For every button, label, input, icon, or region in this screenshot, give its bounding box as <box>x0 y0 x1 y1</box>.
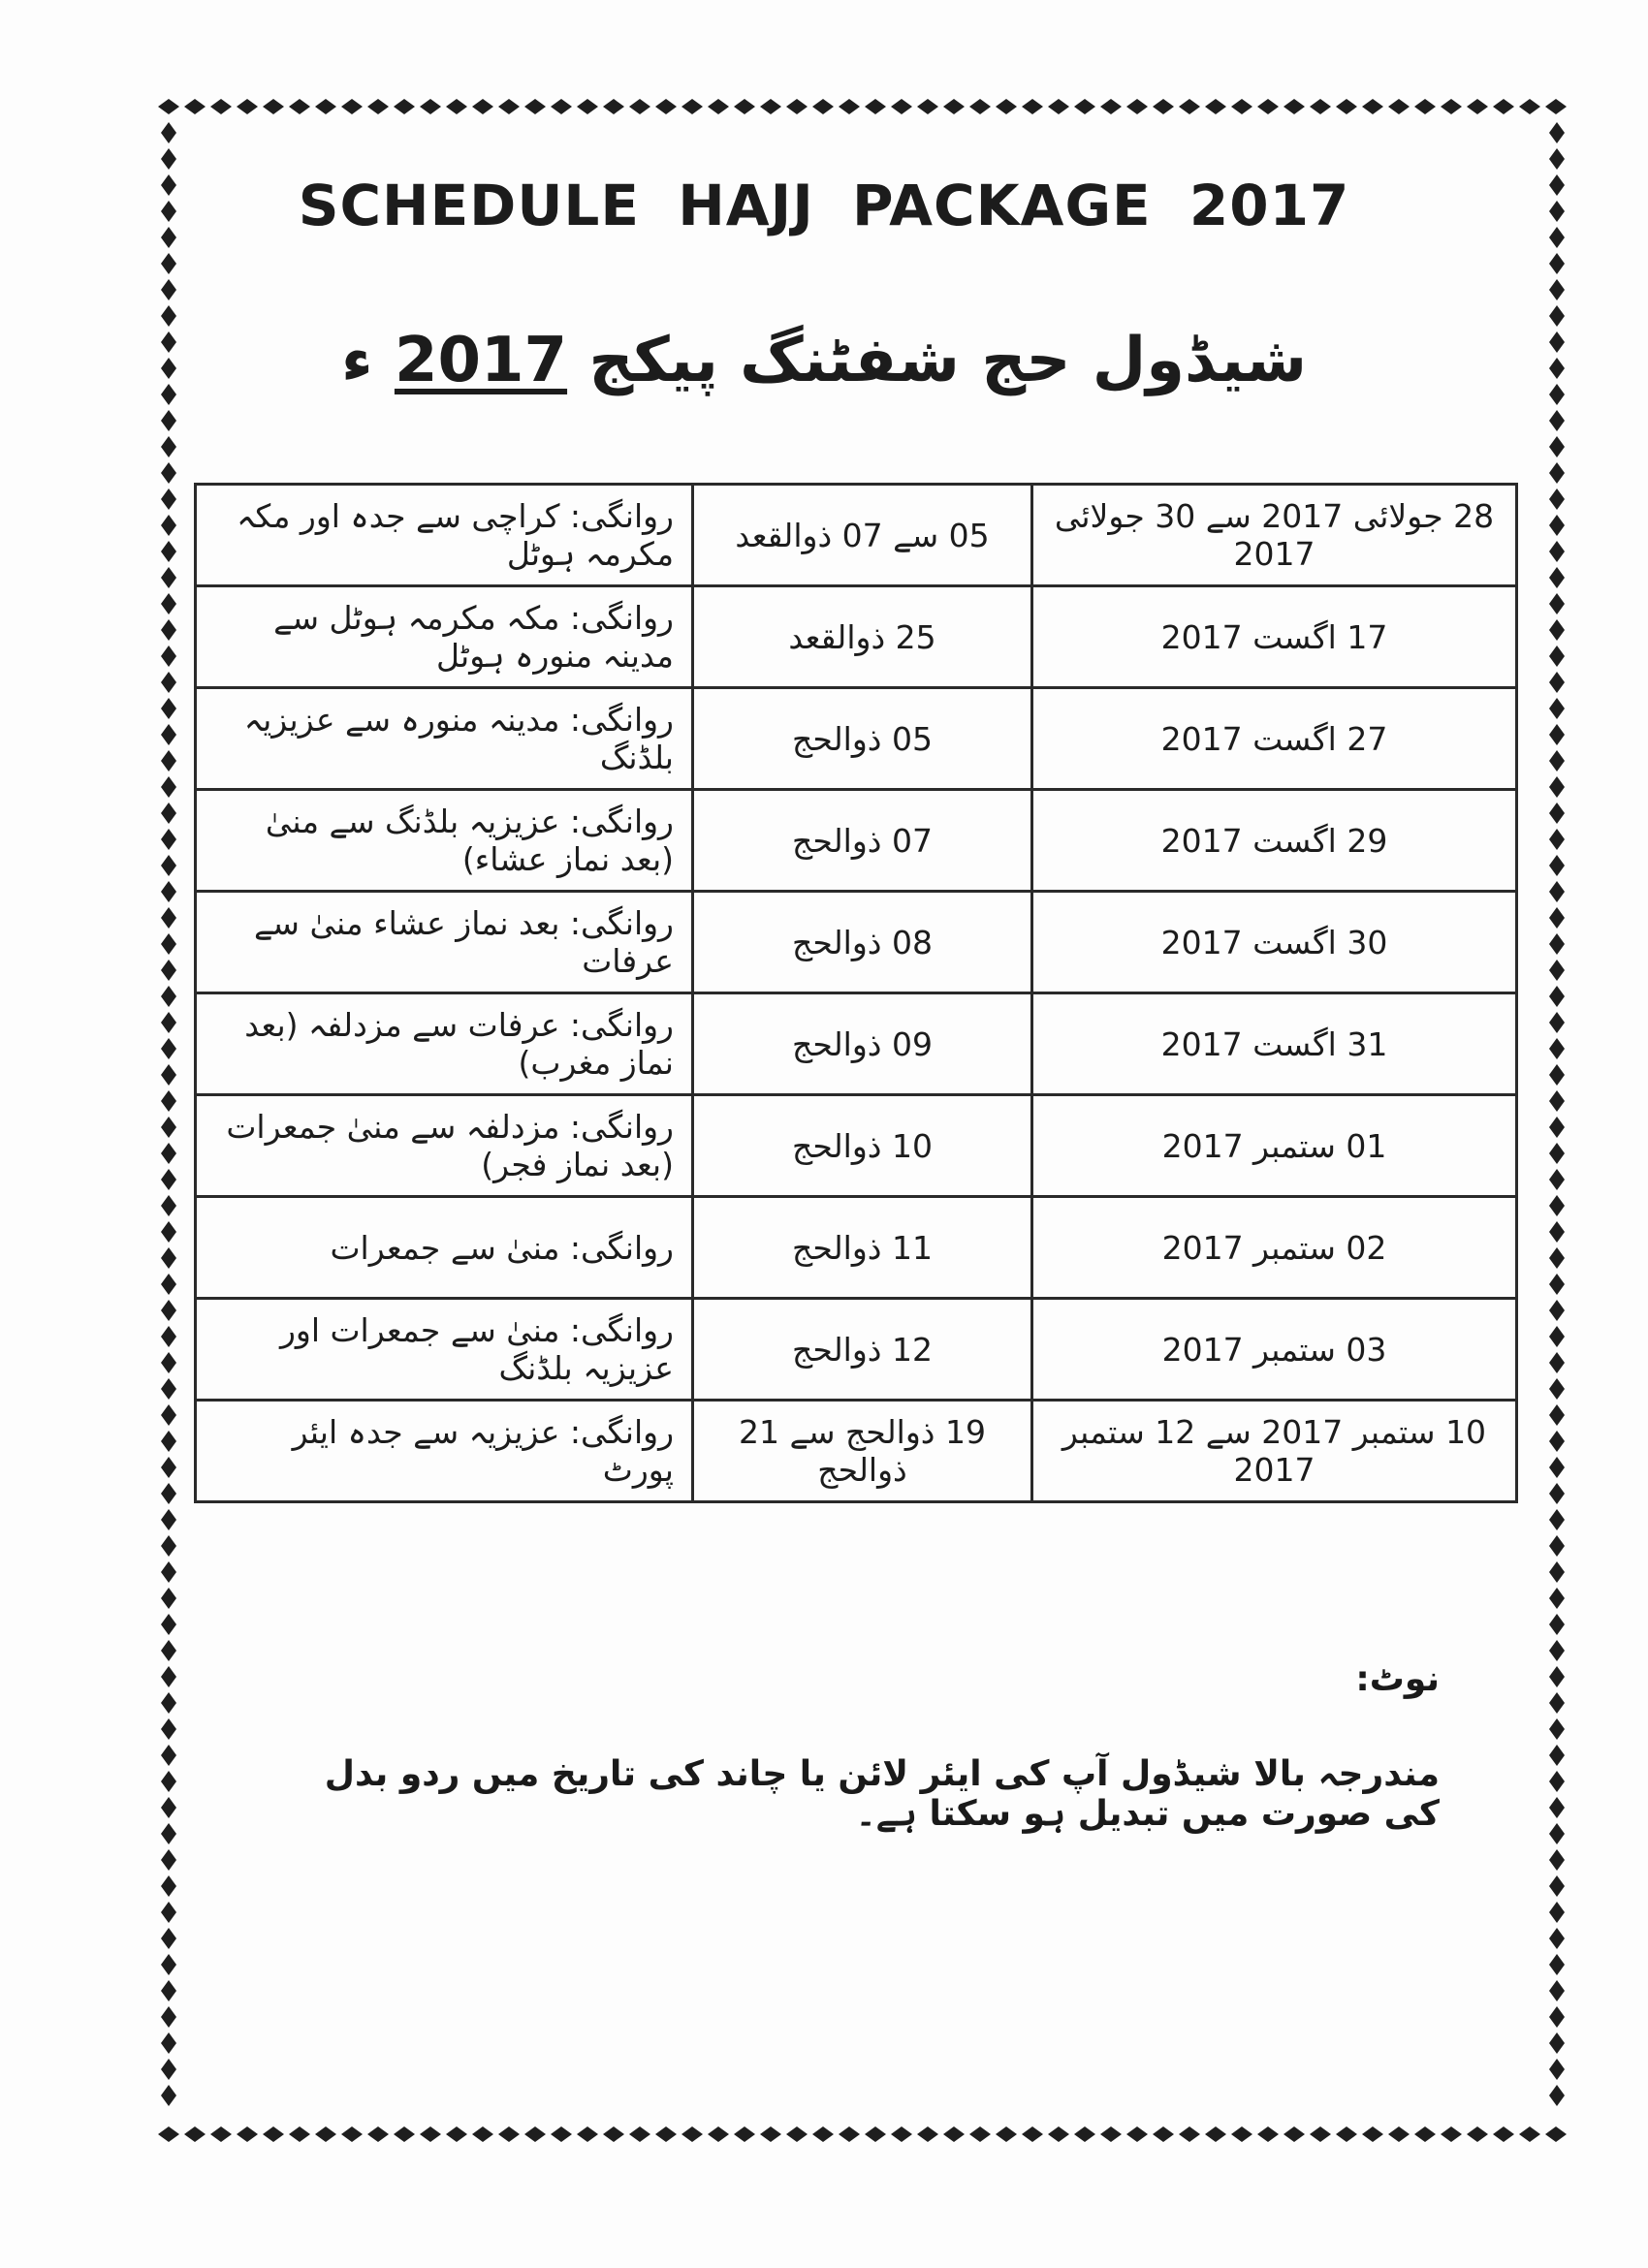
date-cell: 29 اگست 2017 <box>1032 790 1517 892</box>
departure-cell: روانگی: مزدلفہ سے منیٰ جمعرات (بعد نماز فجر) <box>196 1095 693 1197</box>
hijri-date-cell: 09 ذوالحج <box>693 993 1032 1095</box>
date-cell: 03 ستمبر 2017 <box>1032 1299 1517 1401</box>
hijri-date-cell: 08 ذوالحج <box>693 892 1032 993</box>
table-row <box>196 688 1517 790</box>
page-title-urdu-suffix: ء <box>340 325 373 396</box>
date-cell: 31 اگست 2017 <box>1032 993 1517 1095</box>
date-cell: 01 ستمبر 2017 <box>1032 1095 1517 1197</box>
departure-cell: روانگی: مدینہ منورہ سے عزیزیہ بلڈنگ <box>196 688 693 790</box>
hijri-date-cell: 05 سے 07 ذوالقعد <box>693 485 1032 586</box>
hijri-date-cell: 19 ذوالحج سے 21 ذوالحج <box>693 1401 1032 1502</box>
hijri-date-cell: 10 ذوالحج <box>693 1095 1032 1197</box>
date-cell: 10 ستمبر 2017 سے 12 ستمبر 2017 <box>1032 1401 1517 1502</box>
table-row <box>196 1299 1517 1401</box>
table-row <box>196 1095 1517 1197</box>
departure-cell: روانگی: منیٰ سے جمعرات <box>196 1197 693 1299</box>
schedule-table-body <box>196 485 1517 1502</box>
schedule-table <box>194 483 1518 1503</box>
table-row <box>196 892 1517 993</box>
page-title-urdu-year: 2017 <box>394 325 568 396</box>
hijri-date-cell: 25 ذوالقعد <box>693 586 1032 688</box>
table-row <box>196 1401 1517 1502</box>
page-title-urdu <box>0 325 1648 396</box>
departure-cell: روانگی: مکہ مکرمہ ہوٹل سے مدینہ منورہ ہوٹل <box>196 586 693 688</box>
table-row <box>196 790 1517 892</box>
table-row <box>196 485 1517 586</box>
hijri-date-cell: 05 ذوالحج <box>693 688 1032 790</box>
note-label: نوٹ: <box>1355 1659 1440 1699</box>
table-row <box>196 993 1517 1095</box>
departure-cell: روانگی: منیٰ سے جمعرات اور عزیزیہ بلڈنگ <box>196 1299 693 1401</box>
hijri-date-cell: 11 ذوالحج <box>693 1197 1032 1299</box>
table-row <box>196 1197 1517 1299</box>
date-cell: 28 جولائی 2017 سے 30 جولائی 2017 <box>1032 485 1517 586</box>
departure-cell: روانگی: عرفات سے مزدلفہ (بعد نماز مغرب) <box>196 993 693 1095</box>
page-title-urdu-text: شیڈول حج شفٹنگ پیکج <box>588 325 1308 396</box>
note-text: مندرجہ بالا شیڈول آپ کی ایئر لائن یا چاند کی تاریخ میں ردو بدل کی صورت میں تبدیل ہو سکتا ہے۔ <box>324 1754 1440 1834</box>
date-cell: 17 اگست 2017 <box>1032 586 1517 688</box>
departure-cell: روانگی: بعد نماز عشاء منیٰ سے عرفات <box>196 892 693 993</box>
date-cell: 27 اگست 2017 <box>1032 688 1517 790</box>
date-cell: 30 اگست 2017 <box>1032 892 1517 993</box>
page-title-english: SCHEDULE HAJJ PACKAGE 2017 <box>298 173 1350 238</box>
hijri-date-cell: 12 ذوالحج <box>693 1299 1032 1401</box>
departure-cell: روانگی: عزیزیہ سے جدہ ایئر پورٹ <box>196 1401 693 1502</box>
departure-cell: روانگی: کراچی سے جدہ اور مکہ مکرمہ ہوٹل <box>196 485 693 586</box>
departure-cell: روانگی: عزیزیہ بلڈنگ سے منیٰ (بعد نماز عشاء) <box>196 790 693 892</box>
date-cell: 02 ستمبر 2017 <box>1032 1197 1517 1299</box>
hijri-date-cell: 07 ذوالحج <box>693 790 1032 892</box>
table-row <box>196 586 1517 688</box>
